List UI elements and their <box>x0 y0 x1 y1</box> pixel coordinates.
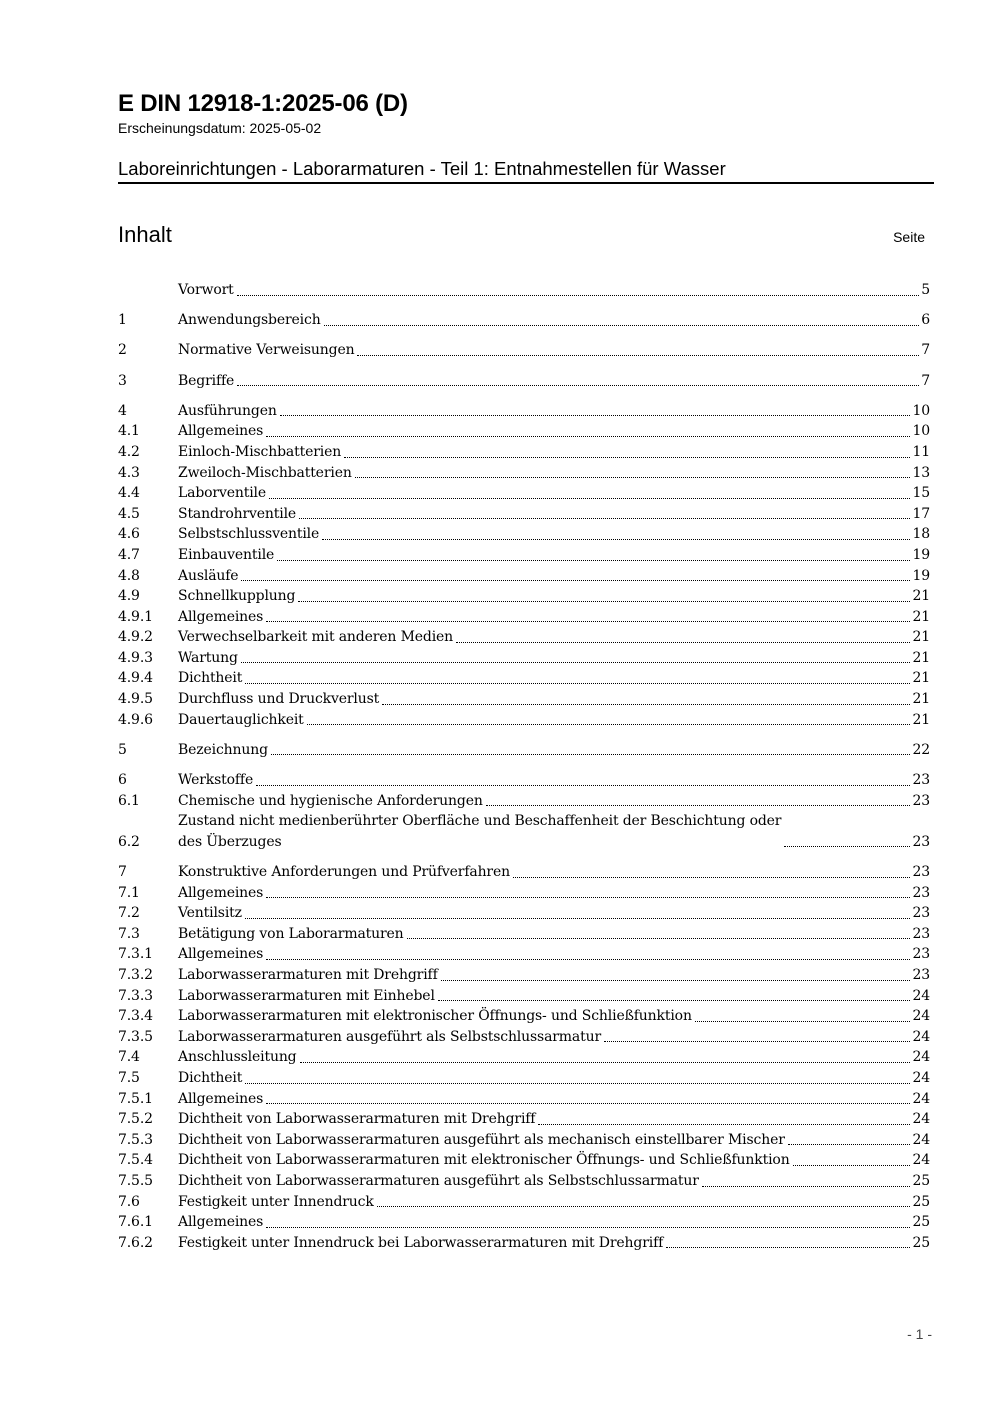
toc-entry[interactable] <box>118 791 930 812</box>
toc-entry-page: 23 <box>912 884 930 901</box>
toc-dot-leader <box>441 980 911 981</box>
toc-entry[interactable] <box>118 371 930 392</box>
toc-entry-title: Begriffe <box>178 372 235 389</box>
toc-dot-leader <box>237 385 919 386</box>
toc-dot-leader <box>241 662 911 663</box>
toc-dot-leader <box>486 805 911 806</box>
toc-entry-title: Schnellkupplung <box>178 588 296 605</box>
toc-entry-title: Dichtheit <box>178 1069 243 1086</box>
toc-entry[interactable] <box>118 648 930 669</box>
toc-dot-leader <box>604 1041 910 1042</box>
toc-entry[interactable] <box>118 483 930 504</box>
toc-entry-title: Normative Verweisungen <box>178 342 355 359</box>
toc-entry[interactable] <box>118 903 930 924</box>
toc-entry-number: 7.2 <box>118 905 140 922</box>
toc-entry-number: 7.5 <box>118 1069 140 1086</box>
toc-entry-number: 4.9.1 <box>118 608 153 625</box>
toc-entry[interactable] <box>118 1171 930 1192</box>
toc-entry-page: 23 <box>912 864 930 880</box>
toc-entry-title: Laborwasserarmaturen mit Einhebel <box>178 987 435 1004</box>
toc-entry-title: Selbstschlussventile <box>178 526 320 543</box>
toc-entry[interactable] <box>118 545 930 566</box>
toc-entry-title-line: Zustand nicht medienberührter Oberfläche und Beschaffenheit der Beschichtung oder <box>178 813 782 830</box>
toc-entry-number: 7.3 <box>118 925 140 942</box>
toc-entry-number: 7.6.2 <box>118 1234 153 1251</box>
toc-entry-page: 22 <box>912 741 930 758</box>
toc-entry-number: 4.8 <box>118 567 140 584</box>
toc-entry-title: Konstruktive Anforderungen und Prüfverfahren <box>178 864 510 880</box>
toc-entry[interactable] <box>118 401 930 422</box>
toc-entry-page: 21 <box>912 588 930 605</box>
toc-entry[interactable] <box>118 504 930 525</box>
toc-entry-title: Anwendungsbereich <box>178 312 321 329</box>
publication-date: Erscheinungsdatum: 2025-05-02 <box>118 120 322 136</box>
toc-dot-leader <box>266 436 910 437</box>
toc-entry-number: 6 <box>118 772 127 789</box>
toc-entry-number: 7.5.4 <box>118 1152 153 1169</box>
toc-entry-title-continuation: des Überzuges <box>178 833 282 850</box>
toc-entry-title <box>178 811 781 852</box>
toc-entry-page: 24 <box>912 1049 930 1066</box>
toc-entry[interactable] <box>118 710 930 731</box>
toc-dot-leader <box>784 846 910 847</box>
toc-dot-leader <box>256 785 910 786</box>
toc-entry-number: 7.3.3 <box>118 987 153 1004</box>
toc-entry-title: Festigkeit unter Innendruck <box>178 1193 374 1210</box>
toc-entry-page: 18 <box>912 526 930 543</box>
toc-entry-page: 24 <box>912 1090 930 1107</box>
toc-entry-number: 4.1 <box>118 423 140 440</box>
toc-entry-number: 4.9.6 <box>118 711 153 728</box>
toc-entry[interactable] <box>118 1109 930 1130</box>
toc-entry[interactable] <box>118 1130 930 1151</box>
toc-dot-leader <box>344 457 910 458</box>
toc-entry-page: 7 <box>921 342 930 359</box>
toc-entry-number: 7.5.3 <box>118 1131 153 1148</box>
toc-dot-leader <box>245 918 911 919</box>
toc-entry-number: 7.3.2 <box>118 966 153 983</box>
toc-entry-page: 21 <box>912 629 930 646</box>
toc-dot-leader <box>788 1144 911 1145</box>
toc-entry-number: 7.3.4 <box>118 1008 153 1025</box>
toc-entry-number: 7.3.5 <box>118 1028 153 1045</box>
toc-entry-title: Dauertauglichkeit <box>178 711 304 728</box>
toc-entry-title: Bezeichnung <box>178 741 268 758</box>
header-divider <box>118 182 934 184</box>
toc-entry-title: Durchfluss und Druckverlust <box>178 691 380 708</box>
toc-entry-title: Allgemeines <box>178 946 264 963</box>
toc-entry-title: Allgemeines <box>178 1214 264 1231</box>
toc-entry-number: 7.5.1 <box>118 1090 153 1107</box>
toc-entry-title: Allgemeines <box>178 884 264 901</box>
toc-dot-leader <box>266 897 910 898</box>
toc-entry-number: 7.6.1 <box>118 1214 153 1231</box>
toc-entry-number: 7.1 <box>118 884 140 901</box>
toc-entry[interactable] <box>118 924 930 945</box>
toc-entry[interactable] <box>118 1212 930 1233</box>
toc-dot-leader <box>298 601 910 602</box>
document-title: E DIN 12918-1:2025-06 (D) <box>118 90 408 117</box>
toc-page-column-label: Seite <box>893 229 925 245</box>
document-subtitle: Laboreinrichtungen - Laborarmaturen - Teil 1: Entnahmestellen für Wasser <box>118 158 726 179</box>
toc-entry[interactable] <box>118 740 930 761</box>
toc-entry-page: 23 <box>912 966 930 983</box>
toc-entry-number: 7.4 <box>118 1049 140 1066</box>
toc-entry-page: 25 <box>912 1193 930 1210</box>
toc-entry[interactable] <box>118 1027 930 1048</box>
toc-entry[interactable] <box>118 340 930 361</box>
toc-dot-leader <box>324 325 920 326</box>
toc-dot-leader <box>271 754 911 755</box>
toc-entry-title: Wartung <box>178 649 238 666</box>
toc-entry-page: 7 <box>921 372 930 389</box>
toc-dot-leader <box>299 518 910 519</box>
toc-entry-title: Dichtheit von Laborwasserarmaturen ausgeführt als Selbstschlussarmatur <box>178 1172 699 1189</box>
toc-dot-leader <box>666 1247 910 1248</box>
toc-entry-page: 23 <box>912 946 930 963</box>
toc-entry-number: 3 <box>118 372 127 389</box>
toc-entry-number: 7.6 <box>118 1193 140 1210</box>
toc-heading: Inhalt <box>118 222 172 247</box>
toc-entry-page: 15 <box>912 485 930 502</box>
toc-entry-number: 4.9 <box>118 588 140 605</box>
toc-entry-title: Ausläufe <box>178 567 239 584</box>
toc-entry-page: 21 <box>912 608 930 625</box>
toc-entry-title: Laborventile <box>178 485 267 502</box>
toc-dot-leader <box>245 1083 910 1084</box>
toc-entry-page: 10 <box>912 402 930 419</box>
toc-entry[interactable] <box>118 280 930 301</box>
toc-entry-title: Allgemeines <box>178 1090 264 1107</box>
toc-entry-number: 4.4 <box>118 485 140 502</box>
toc-entry-page: 21 <box>912 711 930 728</box>
toc-entry-title: Allgemeines <box>178 608 264 625</box>
toc-entry-page: 24 <box>912 1008 930 1025</box>
page-number: - 1 - <box>907 1326 932 1342</box>
toc-entry-page: 24 <box>912 1131 930 1148</box>
toc-entry-page: 19 <box>912 567 930 584</box>
toc-entry-number: 4.9.3 <box>118 649 153 666</box>
toc-entry[interactable] <box>118 524 930 545</box>
toc-entry-number: 1 <box>118 312 127 329</box>
table-of-contents <box>118 280 930 1253</box>
toc-entry-page: 10 <box>912 423 930 440</box>
toc-entry-page: 24 <box>912 1028 930 1045</box>
toc-dot-leader <box>695 1021 911 1022</box>
toc-entry-number: 7.3.1 <box>118 946 153 963</box>
toc-entry-number: 4.5 <box>118 505 140 522</box>
toc-entry-page: 23 <box>912 833 930 850</box>
toc-dot-leader <box>322 539 910 540</box>
toc-entry[interactable] <box>118 421 930 442</box>
toc-entry-number: 6.1 <box>118 792 140 809</box>
toc-entry-title: Festigkeit unter Innendruck bei Laborwasserarmaturen mit Drehgriff <box>178 1234 664 1251</box>
toc-dot-leader <box>266 621 910 622</box>
toc-entry-title: Standrohrventile <box>178 505 297 522</box>
toc-entry-number: 4 <box>118 402 127 419</box>
toc-entry-number: 4.3 <box>118 464 140 481</box>
toc-entry-title: Dichtheit von Laborwasserarmaturen ausgeführt als mechanisch einstellbarer Mischer <box>178 1131 785 1148</box>
toc-entry[interactable] <box>118 965 930 986</box>
toc-entry-page: 24 <box>912 1111 930 1128</box>
toc-entry[interactable] <box>118 668 930 689</box>
toc-dot-leader <box>266 959 910 960</box>
toc-entry-number: 4.6 <box>118 526 140 543</box>
toc-entry-number: 7.5.2 <box>118 1111 153 1128</box>
toc-entry[interactable] <box>118 689 930 710</box>
toc-entry[interactable] <box>118 442 930 463</box>
toc-entry[interactable] <box>118 986 930 1007</box>
toc-entry-page: 25 <box>912 1234 930 1251</box>
toc-entry[interactable] <box>118 770 930 791</box>
toc-dot-leader <box>266 1227 910 1228</box>
toc-dot-leader <box>538 1124 910 1125</box>
toc-entry-title: Betätigung von Laborarmaturen <box>178 925 404 942</box>
toc-dot-leader <box>300 1062 911 1063</box>
toc-entry-title: Werkstoffe <box>178 772 254 789</box>
toc-entry-page: 24 <box>912 1152 930 1169</box>
toc-dot-leader <box>245 683 910 684</box>
toc-entry-page: 5 <box>921 282 930 298</box>
toc-entry[interactable] <box>118 1233 930 1254</box>
toc-entry[interactable] <box>118 1047 930 1068</box>
toc-entry-page: 21 <box>912 670 930 687</box>
toc-entry-title: Ventilsitz <box>178 905 242 922</box>
toc-entry-page: 24 <box>912 1069 930 1086</box>
toc-dot-leader <box>241 580 910 581</box>
toc-entry-page: 23 <box>912 772 930 789</box>
toc-entry[interactable] <box>118 1068 930 1089</box>
toc-entry[interactable] <box>118 586 930 607</box>
toc-entry[interactable] <box>118 627 930 648</box>
toc-entry-page: 25 <box>912 1172 930 1189</box>
toc-entry-page: 25 <box>912 1214 930 1231</box>
toc-entry[interactable] <box>118 944 930 965</box>
toc-entry-title: Ausführungen <box>178 402 277 419</box>
toc-dot-leader <box>357 355 919 356</box>
toc-entry[interactable] <box>118 310 930 331</box>
toc-entry-page: 23 <box>912 792 930 809</box>
toc-entry-number: 4.9.2 <box>118 629 153 646</box>
toc-dot-leader <box>277 560 910 561</box>
toc-entry-title: Anschlussleitung <box>178 1049 297 1066</box>
toc-dot-leader <box>702 1186 911 1187</box>
toc-entry-title: Chemische und hygienische Anforderungen <box>178 792 483 809</box>
toc-dot-leader <box>266 1103 910 1104</box>
toc-dot-leader <box>513 877 911 878</box>
toc-entry-page: 6 <box>921 312 930 329</box>
toc-entry[interactable] <box>118 566 930 587</box>
toc-dot-leader <box>456 642 910 643</box>
toc-dot-leader <box>382 704 910 705</box>
toc-entry-title: Dichtheit von Laborwasserarmaturen mit elektronischer Öffnungs- und Schließfunktion <box>178 1152 790 1169</box>
toc-entry[interactable] <box>118 1006 930 1027</box>
toc-entry-title: Einbauventile <box>178 546 275 563</box>
toc-entry[interactable] <box>118 607 930 628</box>
toc-dot-leader <box>280 415 911 416</box>
toc-entry-number: 5 <box>118 741 127 758</box>
toc-entry-page: 24 <box>912 987 930 1004</box>
toc-entry-title: Verwechselbarkeit mit anderen Medien <box>178 629 454 646</box>
toc-dot-leader <box>793 1165 911 1166</box>
toc-entry-page: 23 <box>912 925 930 942</box>
toc-entry-title: Einloch-Mischbatterien <box>178 443 342 460</box>
toc-entry-number: 2 <box>118 342 127 359</box>
toc-dot-leader <box>438 1000 911 1001</box>
toc-entry-title: Laborwasserarmaturen mit Drehgriff <box>178 966 438 983</box>
toc-entry[interactable] <box>118 862 930 883</box>
toc-entry-title: Zweiloch-Mischbatterien <box>178 464 352 481</box>
toc-entry-page: 21 <box>912 691 930 708</box>
toc-entry-title: Dichtheit <box>178 670 243 687</box>
toc-entry-number: 7.5.5 <box>118 1172 153 1189</box>
toc-entry-number: 4.9.5 <box>118 691 153 708</box>
toc-dot-leader <box>307 724 911 725</box>
toc-dot-leader <box>237 295 920 296</box>
toc-entry[interactable] <box>118 1089 930 1110</box>
toc-entry-title: Vorwort <box>178 282 234 298</box>
toc-entry-title: Dichtheit von Laborwasserarmaturen mit Drehgriff <box>178 1111 536 1128</box>
toc-entry-number: 4.9.4 <box>118 670 153 687</box>
toc-entry-page: 17 <box>912 505 930 522</box>
toc-entry-page: 21 <box>912 649 930 666</box>
toc-entry-page: 23 <box>912 905 930 922</box>
toc-entry[interactable] <box>118 463 930 484</box>
toc-entry-title: Allgemeines <box>178 423 264 440</box>
toc-entry[interactable] <box>118 1192 930 1213</box>
toc-dot-leader <box>355 477 911 478</box>
toc-entry-number: 7 <box>118 864 127 880</box>
toc-entry-number: 4.2 <box>118 443 140 460</box>
toc-entry-number: 6.2 <box>118 833 140 850</box>
toc-entry-title: Laborwasserarmaturen mit elektronischer Öffnungs- und Schließfunktion <box>178 1008 692 1025</box>
toc-entry[interactable] <box>118 1150 930 1171</box>
toc-entry[interactable] <box>118 883 930 904</box>
toc-entry-number: 4.7 <box>118 546 140 563</box>
toc-dot-leader <box>377 1206 911 1207</box>
toc-dot-leader <box>269 498 910 499</box>
toc-entry-page: 11 <box>912 443 930 460</box>
toc-entry[interactable] <box>118 811 930 852</box>
toc-dot-leader <box>407 938 911 939</box>
toc-entry-page: 19 <box>912 546 930 563</box>
toc-entry-title: Laborwasserarmaturen ausgeführt als Selbstschlussarmatur <box>178 1028 602 1045</box>
toc-entry-page: 13 <box>912 464 930 481</box>
